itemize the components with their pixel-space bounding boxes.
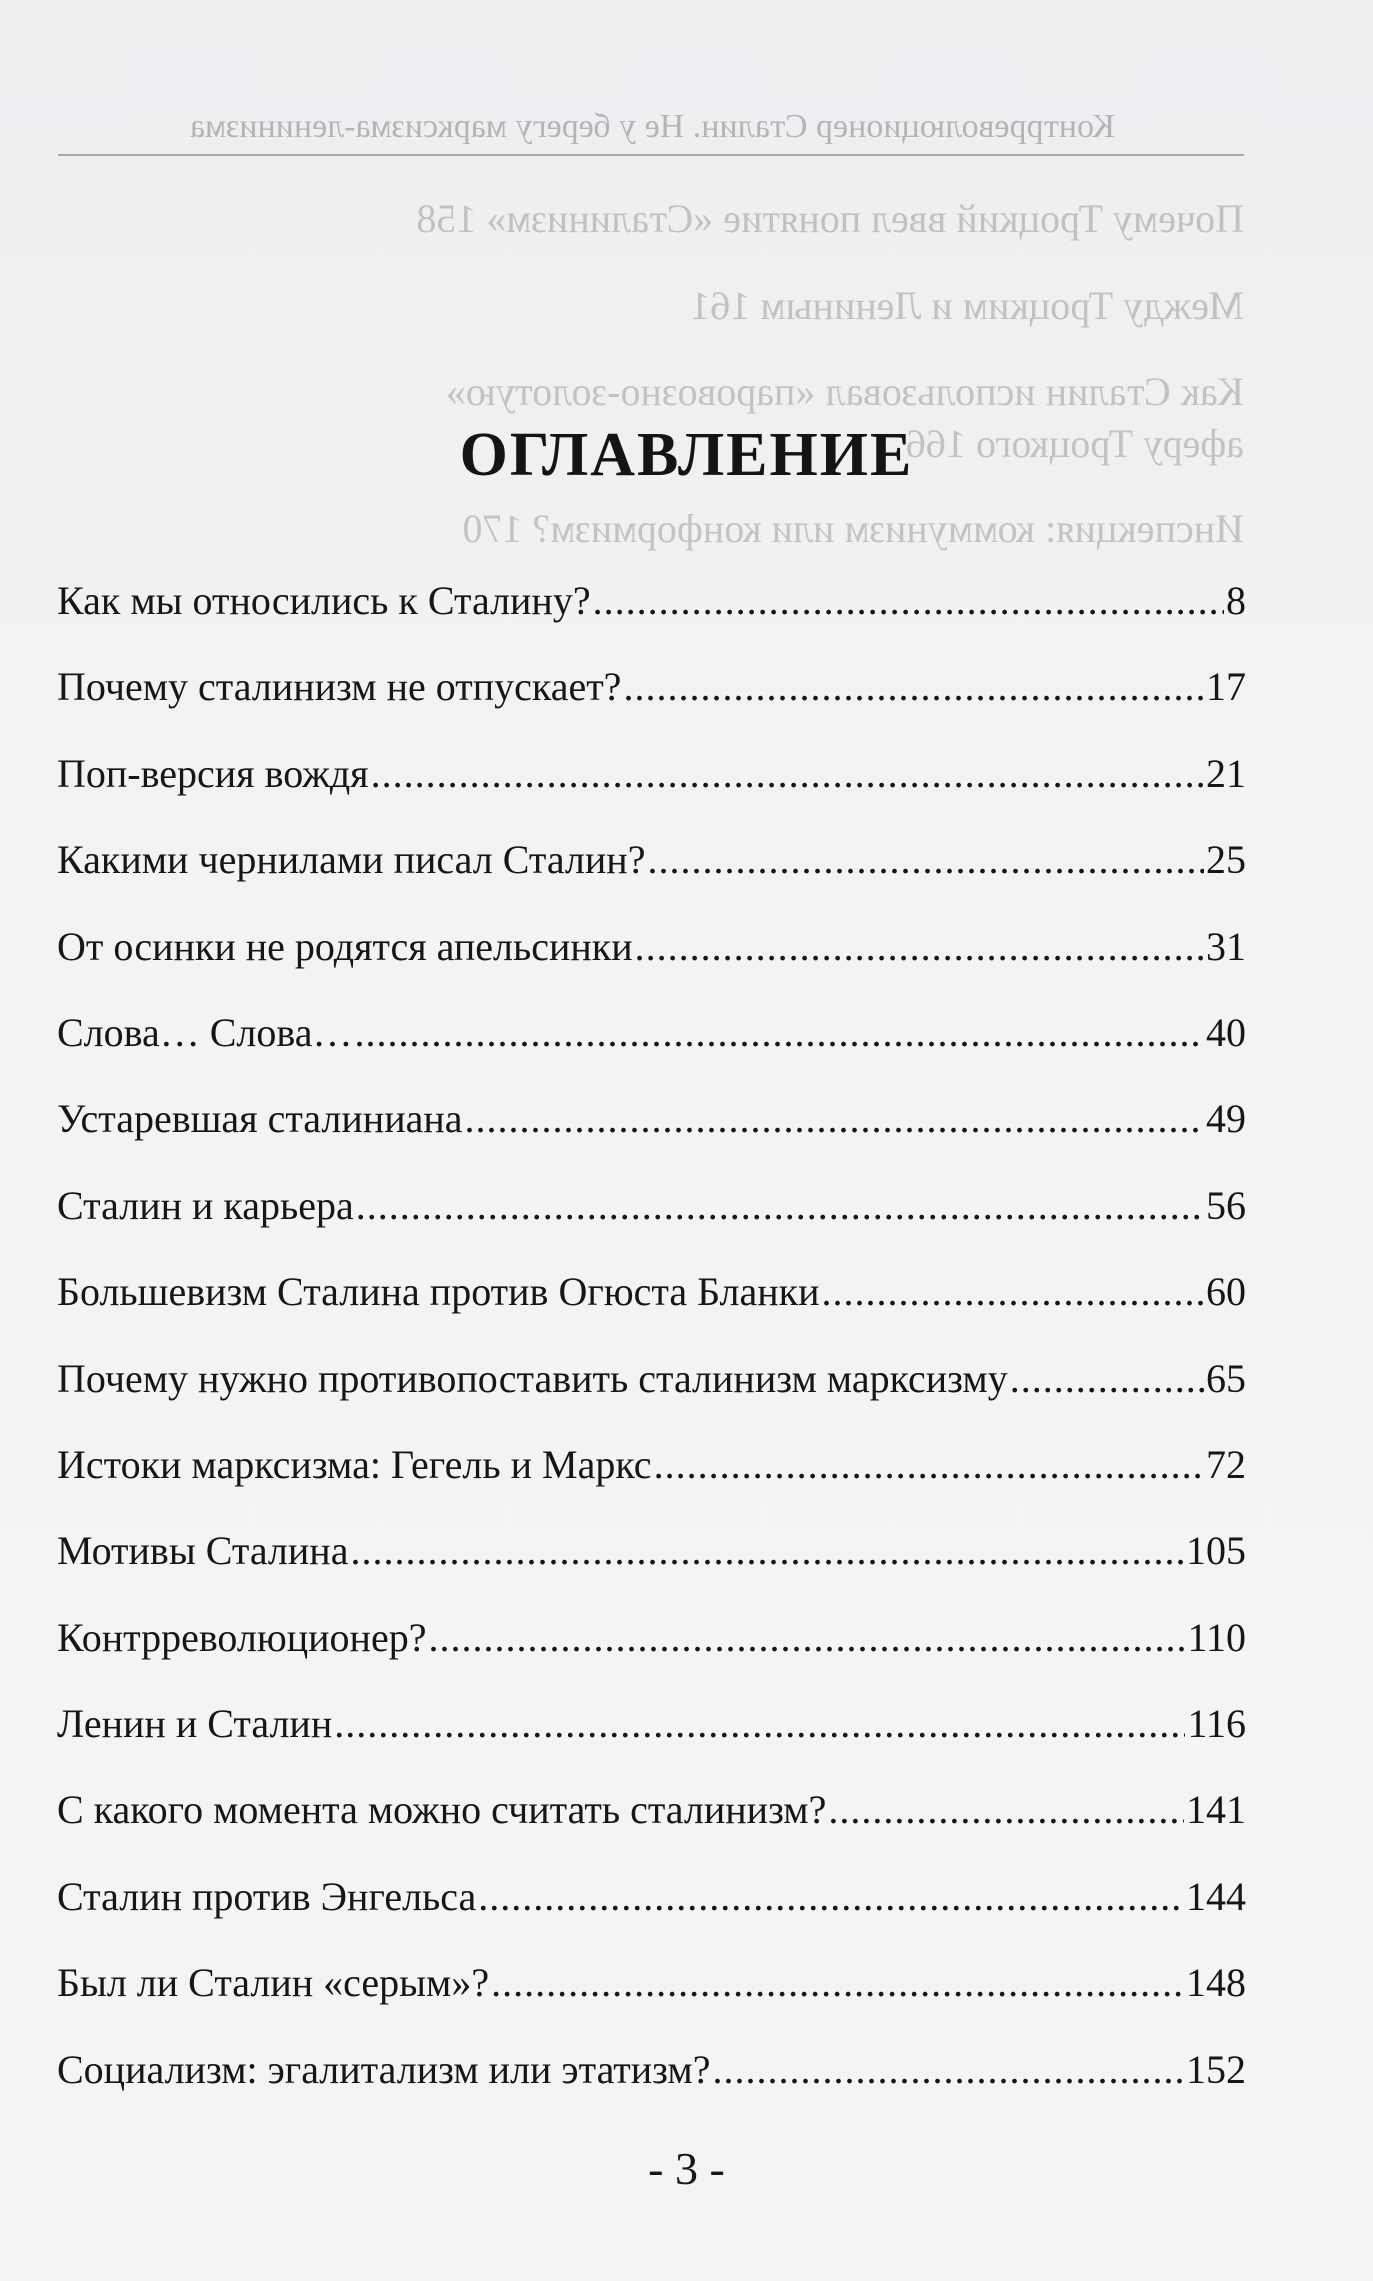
toc-entry-title: Социализм: эгалитализм или этатизм? <box>57 2046 711 2092</box>
toc-entry-page: 25 <box>1206 837 1246 883</box>
toc-entry-title: Какими чернилами писал Сталин? <box>57 837 646 883</box>
toc-leader-dots <box>371 749 1204 799</box>
toc-entry-title: Большевизм Сталина против Огюста Бланки <box>57 1269 820 1315</box>
toc-entry <box>57 1094 1246 1180</box>
toc-entry-page: 72 <box>1206 1441 1246 1487</box>
toc-leader-dots <box>478 1872 1184 1922</box>
toc-entry <box>57 1699 1246 1785</box>
toc-entry <box>57 1354 1246 1440</box>
toc-entry-title: Ленин и Сталин <box>57 1701 333 1747</box>
toc-entry-page: 31 <box>1206 923 1246 969</box>
toc-entry <box>57 1872 1246 1958</box>
toc-leader-dots <box>356 1181 1204 1231</box>
toc-entry <box>57 1526 1246 1612</box>
toc-entry-page: 60 <box>1206 1269 1246 1315</box>
toc-entry-title: С какого момента можно считать сталинизм? <box>57 1787 827 1833</box>
toc-leader-dots <box>428 1613 1185 1663</box>
toc-entry-title: Истоки марксизма: Гегель и Маркс <box>57 1441 652 1487</box>
toc-leader-dots <box>828 1785 1184 1835</box>
toc-entry-title: Контрреволюционер? <box>57 1614 427 1660</box>
bleed-line: Между Троцким и Лениным 161 <box>690 283 1244 328</box>
toc-leader-dots <box>712 2045 1184 2095</box>
bleed-line: аферу Троцкого 166 <box>905 421 1244 466</box>
toc-entry <box>57 749 1246 835</box>
toc-entry-page: 8 <box>1226 578 1246 623</box>
toc-entry-title: Сталин и карьера <box>57 1182 354 1228</box>
toc-leader-dots <box>491 1958 1184 2008</box>
toc-leader-dots <box>654 1440 1204 1490</box>
toc-leader-dots <box>350 1526 1184 1576</box>
toc-entry-title: Слова… Слова… <box>57 1009 353 1055</box>
toc-entry-title: Поп-версия вождя <box>57 750 369 796</box>
toc-entry <box>57 922 1246 1008</box>
toc-entry <box>57 2045 1246 2131</box>
toc-entry-page: 116 <box>1187 1701 1246 1747</box>
toc-entry-page: 40 <box>1206 1009 1246 1055</box>
toc-entry <box>57 1785 1246 1871</box>
toc-entry-page: 110 <box>1187 1614 1246 1660</box>
toc-entry <box>57 576 1246 662</box>
toc-entry <box>57 1267 1246 1353</box>
toc-entry <box>57 662 1246 748</box>
toc-entry-page: 49 <box>1206 1096 1246 1142</box>
toc-entry-page: 141 <box>1186 1787 1246 1833</box>
toc-leader-dots <box>593 576 1224 626</box>
toc-entry-title: Как мы относились к Сталину? <box>57 578 591 623</box>
toc-leader-dots <box>647 835 1204 885</box>
toc-entry <box>57 1613 1246 1699</box>
toc-leader-dots <box>1010 1354 1204 1404</box>
toc-entry-page: 144 <box>1186 1873 1246 1919</box>
toc-entry-title: Мотивы Сталина <box>57 1528 349 1574</box>
toc-leader-dots <box>465 1094 1204 1144</box>
toc-entry-page: 56 <box>1206 1182 1246 1228</box>
toc-leader-dots <box>334 1699 1185 1749</box>
page-number: - 3 - <box>648 2143 725 2194</box>
contents-title: ОГЛАВЛЕНИЕ <box>459 421 914 489</box>
toc-entry-page: 148 <box>1186 1960 1246 2006</box>
table-of-contents <box>57 576 1246 2131</box>
toc-entry <box>57 1958 1246 2044</box>
toc-leader-dots <box>635 922 1204 972</box>
toc-entry-title: Устаревшая сталиниана <box>57 1096 463 1142</box>
toc-leader-dots <box>355 1008 1204 1058</box>
toc-entry-page: 105 <box>1186 1528 1246 1574</box>
toc-entry-page: 152 <box>1186 2046 1246 2092</box>
toc-entry <box>57 1181 1246 1267</box>
toc-entry <box>57 835 1246 921</box>
toc-entry <box>57 1440 1246 1526</box>
toc-leader-dots <box>623 662 1204 712</box>
toc-entry-title: Был ли Сталин «серым»? <box>57 1960 490 2006</box>
toc-entry-title: От осинки не родятся апельсинки <box>57 923 633 969</box>
toc-entry <box>57 1008 1246 1094</box>
bleed-running-header: Контрреволюционер Сталин. Не у берегу марксизма-ленинизма <box>190 108 1115 145</box>
toc-leader-dots <box>822 1267 1205 1317</box>
bleed-line: Как Сталин использовал «паровозно-золотую» <box>445 369 1244 414</box>
bleed-line: Почему Троцкий ввел понятие «Сталинизм» 158 <box>416 196 1244 241</box>
toc-entry-page: 65 <box>1206 1355 1246 1401</box>
bleed-header-rule <box>58 154 1244 156</box>
bleed-line: Инспекция: коммунизм или конформизм? 170 <box>462 506 1244 551</box>
toc-entry-title: Почему сталинизм не отпускает? <box>57 664 622 710</box>
toc-entry-page: 17 <box>1206 664 1246 710</box>
toc-entry-title: Сталин против Энгельса <box>57 1873 477 1919</box>
toc-entry-page: 21 <box>1206 750 1246 796</box>
toc-entry-title: Почему нужно противопоставить сталинизм марксизму <box>57 1355 1008 1401</box>
